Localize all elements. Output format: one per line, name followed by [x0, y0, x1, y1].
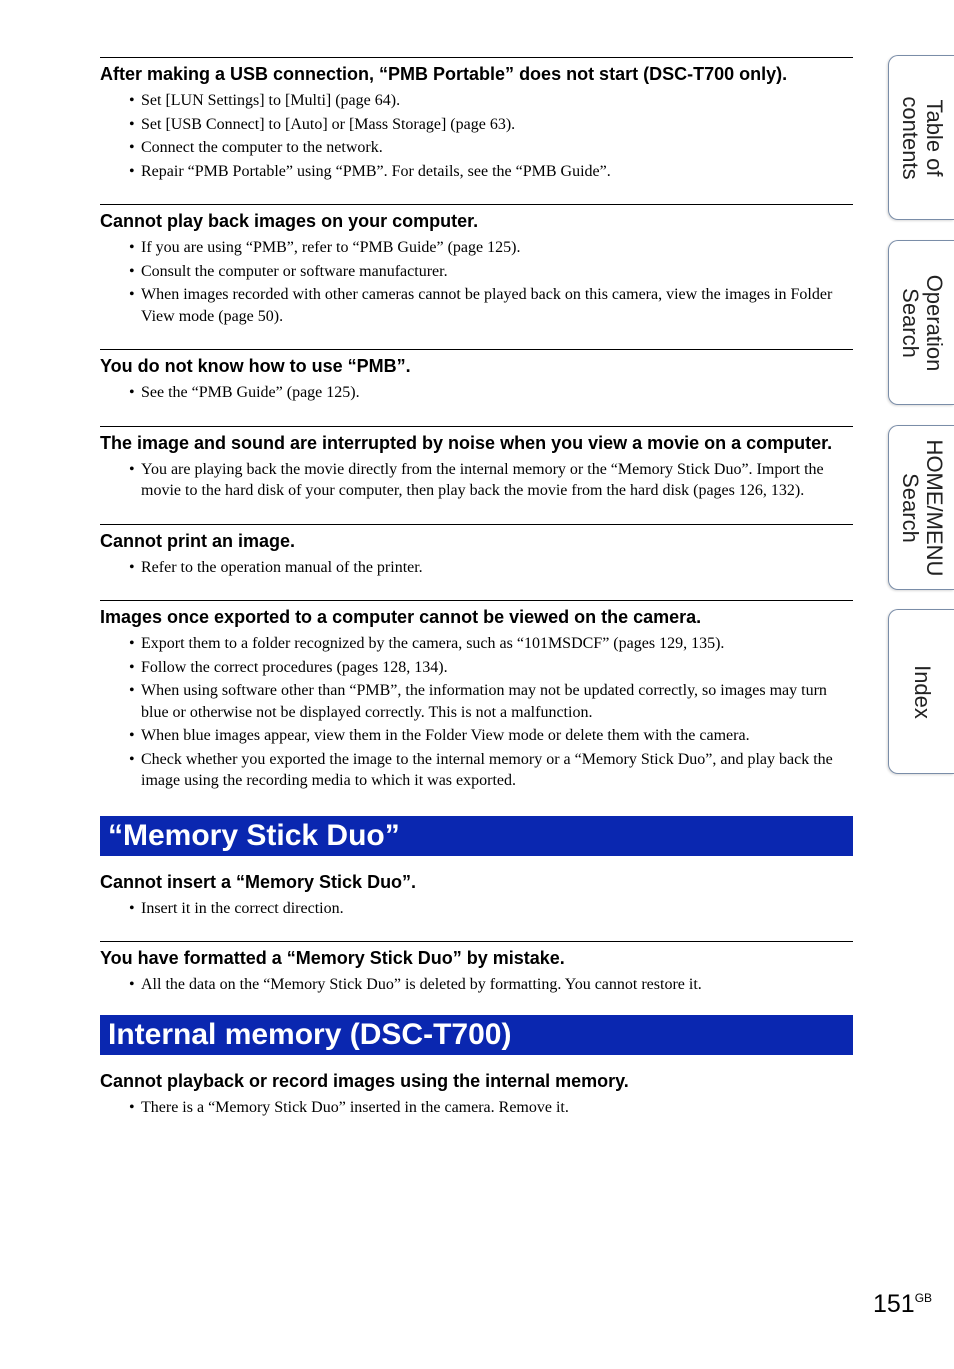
bullet-item: • Insert it in the correct direction.	[129, 898, 853, 920]
bullet-item: • There is a “Memory Stick Duo” inserted in the camera. Remove it.	[129, 1097, 853, 1119]
topic-title: After making a USB connection, “PMB Portable” does not start (DSC-T700 only).	[100, 64, 788, 84]
topic-pmb-portable	[100, 57, 853, 182]
tab-label: Operation Search	[897, 274, 947, 371]
tab-home-menu-search[interactable]	[888, 425, 954, 590]
bullet-item: • When blue images appear, view them in the Folder View mode or delete them with the camera.	[129, 725, 853, 747]
bullet-item: • Export them to a folder recognized by the camera, such as “101MSDCF” (pages 129, 135).	[129, 633, 853, 655]
bullet-item: • Repair “PMB Portable” using “PMB”. For details, see the “PMB Guide”.	[129, 161, 853, 183]
bullet-list	[100, 633, 853, 792]
bullet-list	[100, 1097, 853, 1119]
bullet-item: • See the “PMB Guide” (page 125).	[129, 382, 853, 404]
tab-index[interactable]	[888, 609, 954, 774]
topic-title: Images once exported to a computer cannot be viewed on the camera.	[100, 607, 702, 627]
topic-cannot-print	[100, 524, 853, 579]
topic-pmb-usage	[100, 349, 853, 404]
tab-table-of-contents[interactable]	[888, 55, 954, 220]
topic-title: You do not know how to use “PMB”.	[100, 356, 411, 376]
bullet-list	[100, 237, 853, 327]
page-number-suffix: GB	[914, 1291, 933, 1305]
bullet-list	[100, 90, 853, 182]
bullet-item: • Check whether you exported the image to the internal memory or a “Memory Stick Duo”, and play back the image using the recording media to which it was exported.	[129, 749, 853, 792]
bullet-item: • All the data on the “Memory Stick Duo” is deleted by formatting. You cannot restore it.	[129, 974, 853, 996]
bullet-item: • If you are using “PMB”, refer to “PMB Guide” (page 125).	[129, 237, 853, 259]
page-number-value: 151	[873, 1290, 915, 1318]
topic-formatted-by-mistake	[100, 941, 853, 996]
bullet-item: • Set [LUN Settings] to [Multi] (page 64).	[129, 90, 853, 112]
bullet-item: • When images recorded with other cameras cannot be played back on this camera, view the images in Folder View mode (page 50).	[129, 284, 853, 327]
topic-internal-memory-playback	[100, 1069, 853, 1119]
bullet-item: • You are playing back the movie directly from the internal memory or the “Memory Stick Duo”. Import the movie to the hard disk of your computer, then play back the movie from the hard disk (pages 126, 132).	[129, 459, 853, 502]
topic-title: The image and sound are interrupted by noise when you view a movie on a computer.	[100, 432, 833, 453]
topic-title: You have formatted a “Memory Stick Duo” by mistake.	[100, 948, 565, 968]
bullet-item: • When using software other than “PMB”, the information may not be updated correctly, so images may turn blue or otherwise not be displayed correctly. This is not a malfunction.	[129, 680, 853, 723]
bullet-item: • Follow the correct procedures (pages 128, 134).	[129, 657, 853, 679]
tab-operation-search[interactable]	[888, 240, 954, 405]
topic-title: Cannot insert a “Memory Stick Duo”.	[100, 871, 417, 892]
bullet-list	[100, 382, 853, 404]
topic-cannot-insert	[100, 870, 853, 920]
topic-title: Cannot print an image.	[100, 530, 296, 551]
section-banner-internal-memory: Internal memory (DSC-T700)	[100, 1015, 853, 1055]
bullet-list	[100, 898, 853, 920]
topic-exported-images	[100, 600, 853, 792]
bullet-item: • Set [USB Connect] to [Auto] or [Mass Storage] (page 63).	[129, 114, 853, 136]
page-content	[100, 57, 853, 1120]
tab-label: HOME/MENU Search	[897, 439, 947, 576]
topic-title: Cannot play back images on your computer.	[100, 211, 479, 231]
bullet-item: • Connect the computer to the network.	[129, 137, 853, 159]
page-number	[873, 1290, 932, 1319]
tab-label: Table of contents	[897, 95, 947, 180]
bullet-list	[100, 557, 853, 579]
section-banner-memory-stick: “Memory Stick Duo”	[100, 816, 853, 856]
topic-title: Cannot playback or record images using the internal memory.	[100, 1070, 629, 1091]
bullet-item: • Refer to the operation manual of the printer.	[129, 557, 853, 579]
topic-cannot-play-back	[100, 204, 853, 327]
topic-movie-noise	[100, 426, 853, 502]
bullet-item: • Consult the computer or software manufacturer.	[129, 261, 853, 283]
tab-label: Index	[909, 664, 935, 719]
bullet-list	[100, 459, 853, 502]
bullet-list	[100, 974, 853, 996]
